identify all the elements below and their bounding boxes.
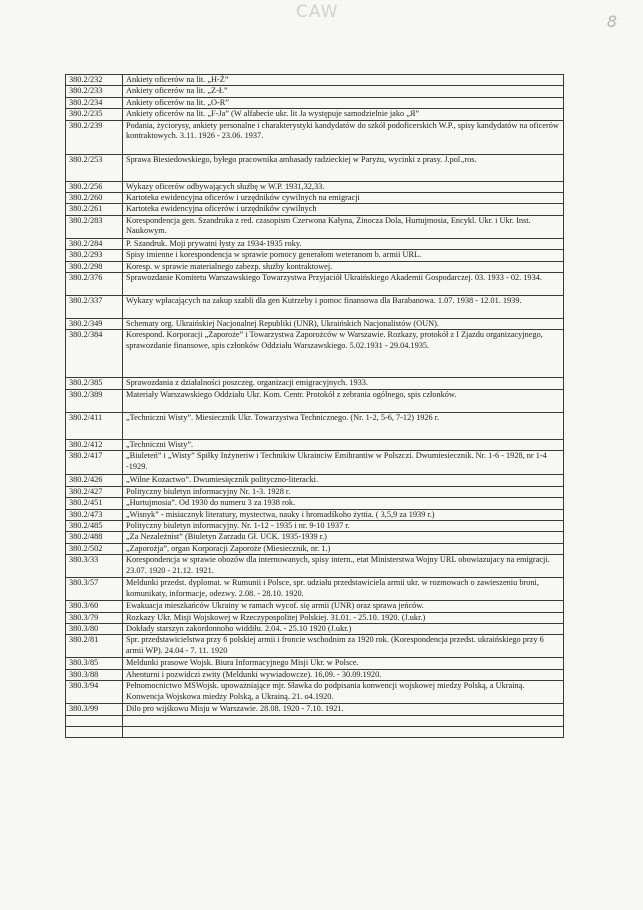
table-row: [66, 543, 564, 554]
archive-inventory-table: [65, 74, 564, 738]
description-cell: „Wilne Kozactwo”. Dwumiesięcznik polityczno-literacki.: [123, 475, 564, 486]
signature-cell: [66, 715, 123, 726]
table-row: [66, 704, 564, 715]
description-cell: „Biuleteń” i „Wisty” Spiłky Inżyneriw i Technikiw Ukrainciw Emihrantiw w Polszczi. Dwumiesiecznik. Nr. 1-6 - 1928, nr 1-4 -1929.: [123, 451, 564, 475]
signature-cell: 380.3/88: [66, 669, 123, 680]
table-row: [66, 330, 564, 378]
description-cell: Wykazy oficerów odbywających służbę w W.P. 1931,32,33.: [123, 181, 564, 192]
description-cell: Ankiety oficerów na lit. „F-Ja” (W alfabecie ukr. lit Ja występuje samodzielnie jako „Я”: [123, 109, 564, 120]
signature-cell: 380.2/417: [66, 451, 123, 475]
table-row: [66, 726, 564, 737]
signature-cell: 380.3/85: [66, 658, 123, 669]
table-row: [66, 97, 564, 108]
description-cell: Polityczny biuletyn informacyjny. Nr. 1-12 - 1935 i nr. 9-10 1937 r.: [123, 520, 564, 531]
signature-cell: 380.2/385: [66, 378, 123, 389]
table-row: [66, 532, 564, 543]
description-cell: Kartoteka ewidencyjna oficerów i urzędników cywilnych: [123, 204, 564, 215]
description-cell: „Techniczni Wisty”.: [123, 439, 564, 450]
signature-cell: 380.2/337: [66, 296, 123, 319]
description-cell: [123, 726, 564, 737]
table-row: [66, 204, 564, 215]
description-cell: Wykazy wpłacających na zakup szabli dla gen Kutrzeby i pomoc finansowa dla Barabanowa. 1.07. 1938 - 12.01. 1939.: [123, 296, 564, 319]
description-cell: Sprawozdanie Komitetu Warszawskiego Towarzystwa Przyjaciół Ukraińskiego Akademii Gospodarczej. 03. 1933 - 02. 1934.: [123, 273, 564, 296]
signature-cell: 380.3/60: [66, 601, 123, 612]
signature-cell: 380.2/239: [66, 120, 123, 154]
signature-cell: 380.3/57: [66, 578, 123, 601]
description-cell: [123, 715, 564, 726]
description-cell: Korespondencja gen. Szandruka z red. czasopism Czerwona Kałyna, Zinocza Dola, Hurtujmosia, Encykl. Ukr. i Ukr. Inst. Naukowym.: [123, 215, 564, 238]
signature-cell: 380.2/293: [66, 250, 123, 261]
signature-cell: 380.2/284: [66, 238, 123, 249]
description-cell: Ahenturni i pozwidczi zwity (Meldunki wywiadowcze). 16,09. - 30.09.1920.: [123, 669, 564, 680]
description-cell: „Wisnyk” - misiacznyk literatury, mystectwa, nauky i hromadśkoho żyttia. ( 3,5,9 za 1939 r.): [123, 509, 564, 520]
description-cell: Sprawa Biesiedowskiego, byłego pracownika ambasady radzieckiej w Paryżu, wycinki z prasy. J.pol.,ros.: [123, 154, 564, 181]
signature-cell: 380.2/233: [66, 86, 123, 97]
description-cell: Spr. przedstawicielstwa przy 6 polskiej armii i froncie wschodnim za 1920 rok. (Korespondencja przedst. ukraińskiego przy 6 armii WP). 24.04 - 7. 11. 1920: [123, 635, 564, 658]
table-row: [66, 715, 564, 726]
description-cell: Schematy org. Ukraińskiej Nacjonalnej Republiki (UNR), Ukraińskich Nacjonalistów (OUN).: [123, 319, 564, 330]
table-row: [66, 475, 564, 486]
table-row: [66, 86, 564, 97]
signature-cell: 380.2/232: [66, 75, 123, 86]
description-cell: „Techniczni Wisty”. Miesiecznik Ukr. Towarzystwa Technicznego. (Nr. 1-2, 5-6, 7-12) 1926 r.: [123, 412, 564, 439]
table-row: [66, 193, 564, 204]
table-row: [66, 623, 564, 634]
description-cell: Ewakuacja mieszkańców Ukrainy w ramach wycof. się armii (UNR) oraz sprawa jeńców.: [123, 601, 564, 612]
signature-cell: 380.2/412: [66, 439, 123, 450]
signature-cell: 380.2/411: [66, 412, 123, 439]
signature-cell: 380.2/256: [66, 181, 123, 192]
table-row: [66, 75, 564, 86]
table-row: [66, 296, 564, 319]
table-row: [66, 120, 564, 154]
table-row: [66, 669, 564, 680]
table-row: [66, 215, 564, 238]
page-number: 8: [606, 12, 617, 31]
description-cell: Polityczny biuletyn informacyjny Nr. 1-3. 1928 r.: [123, 486, 564, 497]
table-row: [66, 238, 564, 249]
signature-cell: 380.2/502: [66, 543, 123, 554]
signature-cell: 380.2/426: [66, 475, 123, 486]
signature-cell: 380.2/349: [66, 319, 123, 330]
table-row: [66, 681, 564, 704]
signature-cell: 380.2/235: [66, 109, 123, 120]
table-row: [66, 412, 564, 439]
table-row: [66, 273, 564, 296]
signature-cell: 380.2/260: [66, 193, 123, 204]
description-cell: P. Szandruk. Moji prywatni łysty za 1934-1935 roky.: [123, 238, 564, 249]
description-cell: Rozkazy Ukr. Misji Wojskowej w Rzeczypospolitej Polskiej. 31.01. - 25.10. 1920. (J.ukr.): [123, 612, 564, 623]
signature-cell: 380.3/80: [66, 623, 123, 634]
signature-cell: 380.2/81: [66, 635, 123, 658]
description-cell: „Hurtujmosia”. Od 1930 do numeru 3 za 1938 rok.: [123, 498, 564, 509]
signature-cell: 380.3/94: [66, 681, 123, 704]
table-row: [66, 601, 564, 612]
description-cell: Spisy imienne i korespondencja w sprawie pomocy generałom weteranom b. armii URL.: [123, 250, 564, 261]
signature-cell: 380.3/99: [66, 704, 123, 715]
table-row: [66, 319, 564, 330]
signature-cell: [66, 726, 123, 737]
table-row: [66, 658, 564, 669]
signature-cell: 380.2/389: [66, 389, 123, 412]
description-cell: Ankiety oficerów na lit. „Z-Ł”: [123, 86, 564, 97]
description-cell: Korespond. Korporacji „Zaporoże” i Towarzystwa Zaporożców w Warszawie. Rozkazy, protokół z I Zjazdu organizacyjnego, sprawozdanie finansowe, spis członków Oddziału Warszawskiego. 5.02.1931 - 29.04.1935.: [123, 330, 564, 378]
signature-cell: 380.2/427: [66, 486, 123, 497]
table-row: [66, 451, 564, 475]
description-cell: Korespondencja w sprawie obozów dla internowanych, spisy intern., etat Ministerstwa Wojny URL obowiazujacy na emigracji. 23.07. 1920 - 21.12. 1921.: [123, 555, 564, 578]
signature-cell: 380.2/384: [66, 330, 123, 378]
table-row: [66, 250, 564, 261]
description-cell: Koresp. w sprawie materialnego zabezp. służby kontraktowej.: [123, 261, 564, 272]
faint-stamp-text: CAW: [296, 2, 339, 22]
signature-cell: 380.2/376: [66, 273, 123, 296]
signature-cell: 380.2/298: [66, 261, 123, 272]
table-row: [66, 181, 564, 192]
description-cell: Kartoteka ewidencyjna oficerów i urzędników cywilnych na emigracji: [123, 193, 564, 204]
description-cell: Meldunki przedst. dyplomat. w Rumunii i Polsce, spr. udziału przedstawiciela armii ukr. w rozmowach o zawieszeniu broni, komunikaty, informacje, odezwy. 2.08. - 28.10. 1920.: [123, 578, 564, 601]
table-row: [66, 154, 564, 181]
table-row: [66, 555, 564, 578]
description-cell: „Zaporożja”, organ Korporacji Zaporoże (Miesiecznik, nr. 1.): [123, 543, 564, 554]
table-row: [66, 578, 564, 601]
table-row: [66, 612, 564, 623]
description-cell: Pełnomocnictwo MSWojsk. upoważniające mjr. Sławka do podpisania konwencji wojskowej miedzy Polską, a Ukrainą. Konwencja Wojskowa miedzy Polską, a Ukrainą. 21. o4.1920.: [123, 681, 564, 704]
table-row: [66, 509, 564, 520]
signature-cell: 380.2/451: [66, 498, 123, 509]
signature-cell: 380.2/234: [66, 97, 123, 108]
table-row: [66, 520, 564, 531]
description-cell: Meldunki prasowe Wojsk. Biura Informacyjnego Misji Ukr. w Polsce.: [123, 658, 564, 669]
description-cell: „Za Nezależnist” (Biuletyn Zarzadu Gł. UCK. 1935-1939 r.): [123, 532, 564, 543]
signature-cell: 380.2/261: [66, 204, 123, 215]
signature-cell: 380.3/33: [66, 555, 123, 578]
table-row: [66, 378, 564, 389]
signature-cell: 380.2/473: [66, 509, 123, 520]
signature-cell: 380.2/488: [66, 532, 123, 543]
description-cell: Dilo pro wijśkowu Misju w Warszawie. 28.08. 1920 - 7.10. 1921.: [123, 704, 564, 715]
description-cell: Ankiety oficerów na lit. „H-Ż”: [123, 75, 564, 86]
table-row: [66, 498, 564, 509]
table-row: [66, 261, 564, 272]
description-cell: Sprawozdania z działalności poszczeg. organizacji emigracyjnych. 1933.: [123, 378, 564, 389]
signature-cell: 380.2/283: [66, 215, 123, 238]
signature-cell: 380.2/485: [66, 520, 123, 531]
description-cell: Ankiety oficerów na lit. „O-R”: [123, 97, 564, 108]
description-cell: Podania, życiorysy, ankiety personalne i charakterystyki kandydatów do szkół podoficerskich W.P., spisy kandydatów na oficerów kontraktowych. 3.11. 1926 - 23.06. 1937.: [123, 120, 564, 154]
inventory-rows: [66, 75, 564, 738]
table-row: [66, 635, 564, 658]
signature-cell: 380.3/79: [66, 612, 123, 623]
table-row: [66, 486, 564, 497]
description-cell: Materiały Warszawskiego Oddziału Ukr. Kom. Centr. Protokół z zebrania ogólnego, spis członków.: [123, 389, 564, 412]
signature-cell: 380.2/253: [66, 154, 123, 181]
table-row: [66, 439, 564, 450]
table-row: [66, 109, 564, 120]
table-row: [66, 389, 564, 412]
description-cell: Dokłady starszyn zakordonnoho widdiłu. 2.04. - 25.10 1920 (J.ukr.): [123, 623, 564, 634]
